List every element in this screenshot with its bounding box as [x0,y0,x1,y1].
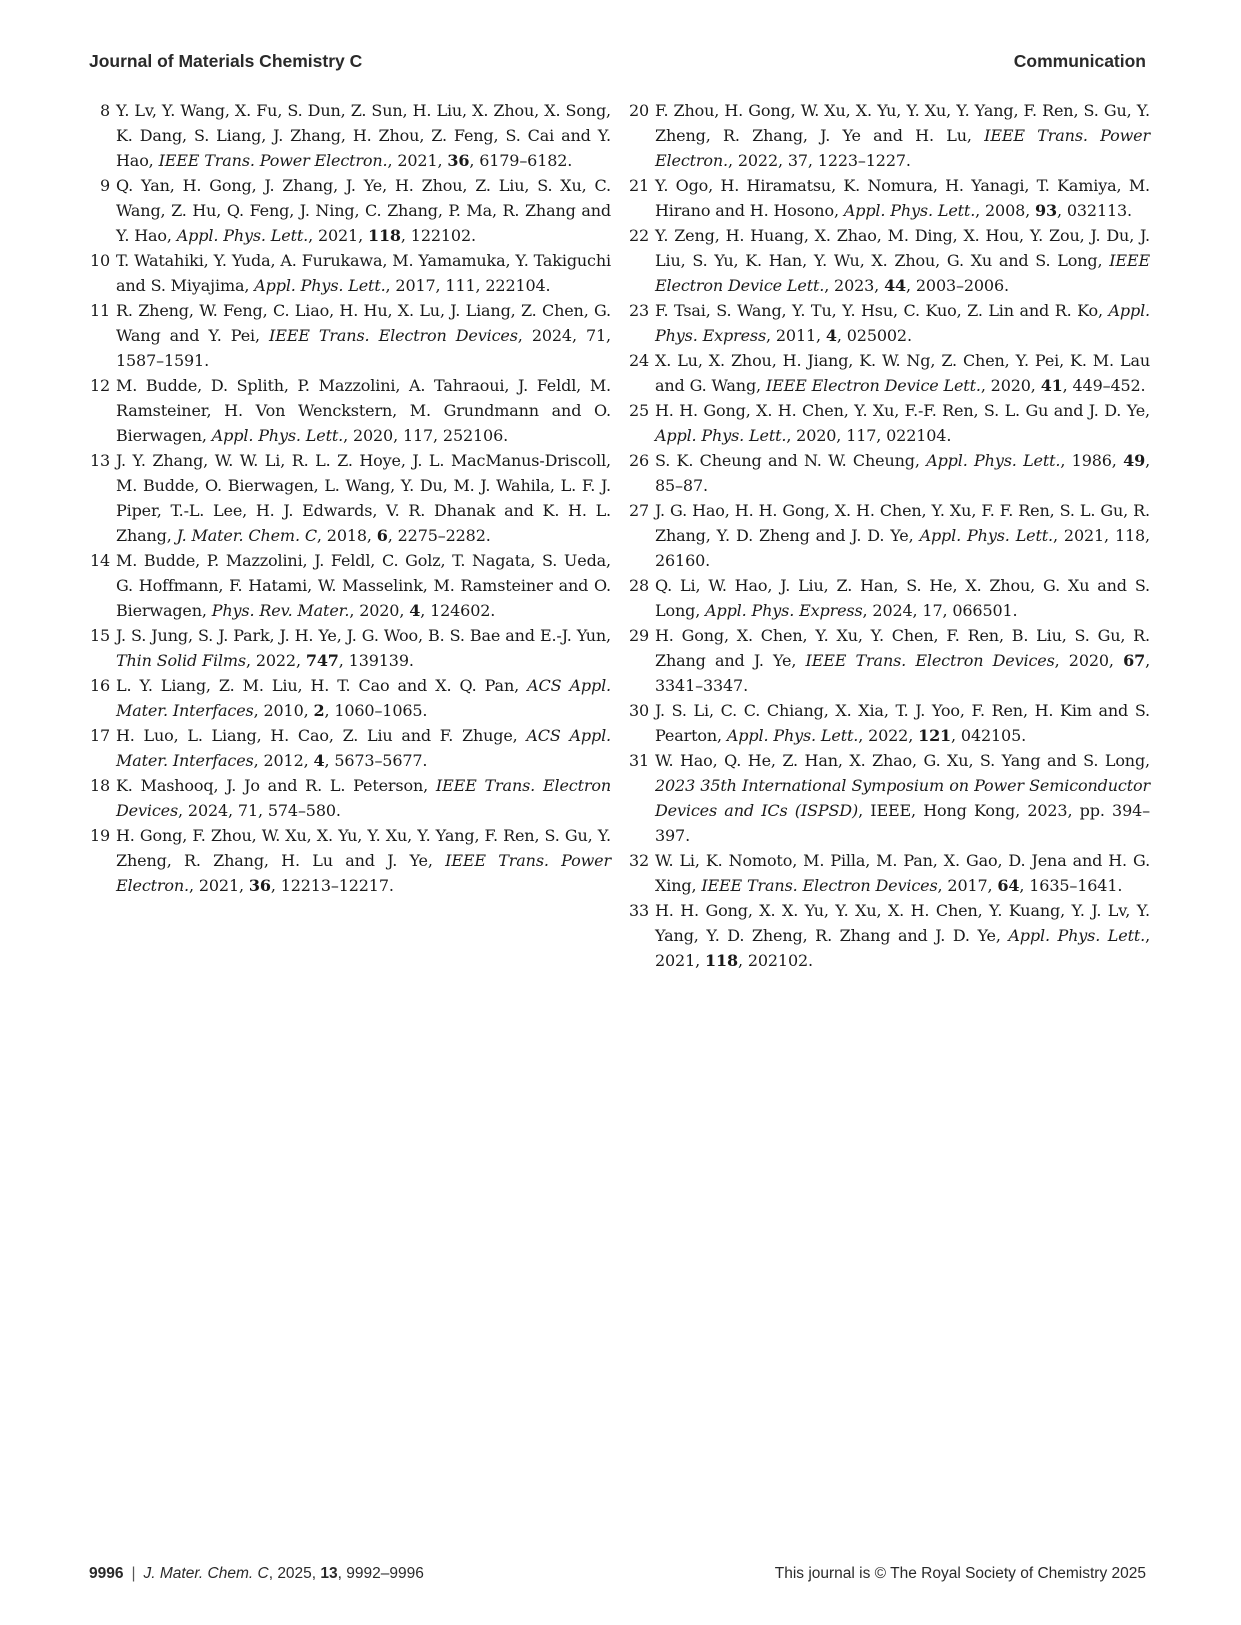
reference-volume: 41 [1040,376,1063,395]
reference-authors: H. H. Gong, X. X. Yu, Y. Xu, X. H. Chen, Y. Kuang, Y. J. Lv, Y. Yang, Y. D. Zheng, R. Zhang and J. D. Ye, [655,901,1150,945]
reference-authors: M. Budde, D. Splith, P. Mazzolini, A. Tahraoui, J. Feldl, M. Ramsteiner, H. Von Wenckstern, M. Grundmann and O. Bierwagen, [116,376,611,445]
reference-year: , 2020, [1054,651,1124,670]
reference-number: 26 [628,451,649,470]
reference-volume: 747 [305,651,339,670]
reference-journal: Appl. Phys. Lett. [1008,926,1146,945]
reference-volume: 6 [376,526,388,545]
reference-authors: F. Tsai, S. Wang, Y. Tu, Y. Hsu, C. Kuo, Z. Lin and R. Ko, [655,301,1109,320]
reference-year: , 2021, [387,151,448,170]
reference-journal: IEEE Trans. Electron Devices [116,776,611,820]
reference-journal: Appl. Phys. Lett. [176,226,309,245]
reference-year: , 2024, [862,601,923,620]
reference-item [89,623,611,673]
reference-authors: L. Y. Liang, Z. M. Liu, H. T. Cao and X. Q. Pan, [116,676,528,695]
reference-year: , 2023, [824,276,885,295]
reference-journal: Appl. Phys. Lett. [919,526,1053,545]
reference-number: 27 [628,501,649,520]
reference-year: , 2021, [308,226,368,245]
reference-number: 8 [99,101,110,120]
reference-year: , 2022, [727,151,788,170]
reference-pages: 117, 022104. [846,426,952,445]
reference-pages: , 042105. [951,726,1027,745]
reference-journal: 2023 35th International Symposium on Power Semiconductor Devices and ICs (ISPSD) [655,776,1150,820]
reference-authors: Q. Yan, H. Gong, J. Zhang, J. Ye, H. Zhou, Z. Liu, S. Xu, C. Wang, Z. Hu, Q. Feng, J. Ning, C. Zhang, P. Ma, R. Zhang and Y. Hao, [116,176,611,245]
footer-journal: J. Mater. Chem. C [143,1565,269,1582]
reference-authors: H. H. Gong, X. H. Chen, Y. Xu, F.-F. Ren, S. L. Gu and J. D. Ye, [655,401,1150,420]
reference-number: 30 [628,701,649,720]
reference-journal: Appl. Phys. Lett. [211,426,344,445]
reference-number: 23 [628,301,649,320]
reference-item [628,498,1150,573]
reference-year: , 2024, [517,326,586,345]
reference-column-right [628,98,1150,973]
reference-pages: 71, 574–580. [237,801,341,820]
reference-number: 20 [628,101,649,120]
reference-journal: IEEE Electron Device Lett. [655,251,1150,295]
reference-year: , 2010, [253,701,314,720]
reference-pages: , 85–87. [655,451,1150,495]
reference-pages: , 2003–2006. [906,276,1009,295]
reference-year: , IEEE, Hong Kong, 2023, pp. 394–397. [655,801,1150,845]
reference-pages: , 449–452. [1062,376,1146,395]
reference-authors: T. Watahiki, Y. Yuda, A. Furukawa, M. Yamamuka, Y. Takiguchi and S. Miyajima, [116,251,611,295]
reference-journal: Appl. Phys. Lett. [726,726,859,745]
reference-authors: H. Gong, F. Zhou, W. Xu, X. Yu, Y. Xu, Y. Yang, F. Ren, S. Gu, Y. Zheng, R. Zhang, H. Lu and J. Ye, [116,826,611,870]
reference-item [628,398,1150,448]
article-type: Communication [1013,51,1146,71]
reference-number: 18 [89,776,110,795]
reference-number: 21 [628,176,649,195]
reference-number: 9 [99,176,110,195]
reference-pages: 71, 1587–1591. [116,326,611,370]
reference-year: , 2012, [253,751,314,770]
reference-pages: , 202102. [737,951,813,970]
reference-year: , 2021, [655,926,1151,970]
copyright-notice: This journal is © The Royal Society of Chemistry 2025 [774,1565,1146,1582]
reference-item [89,98,611,173]
reference-journal: ACS Appl. Mater. Interfaces [116,676,611,720]
footer-citation [89,1565,424,1583]
reference-year: , 2008, [975,201,1036,220]
reference-year: , 2017, [937,876,998,895]
reference-item [628,898,1150,973]
reference-item [89,773,611,823]
reference-pages: , 1060–1065. [324,701,428,720]
reference-journal: Appl. Phys. Express [655,301,1150,345]
reference-pages: , 3341–3347. [655,651,1150,695]
reference-number: 17 [89,726,110,745]
reference-pages: , 032113. [1056,201,1132,220]
reference-authors: X. Lu, X. Zhou, H. Jiang, K. W. Ng, Z. Chen, Y. Pei, K. M. Lau and G. Wang, [655,351,1150,395]
reference-authors: J. Y. Zhang, W. W. Li, R. L. Z. Hoye, J. L. MacManus-Driscoll, M. Budde, O. Bierwagen, L. Wang, Y. Du, M. J. Wahila, L. F. J. Piper, T.-L. Lee, H. J. Edwards, V. R. Dhanak and K. H. L. Zhang, [116,451,611,545]
reference-year: , 2024, [178,801,238,820]
reference-pages: 117, 252106. [402,426,509,445]
reference-volume: 4 [825,326,837,345]
reference-item [628,223,1150,298]
page-number: 9996 [89,1565,124,1582]
reference-year: , 1986, [1060,451,1124,470]
reference-authors: H. Luo, L. Liang, H. Cao, Z. Liu and F. Zhuge, [116,726,527,745]
reference-authors: Q. Li, W. Hao, J. Liu, Z. Han, S. He, X. Zhou, G. Xu and S. Long, [655,576,1150,620]
reference-number: 19 [89,826,110,845]
reference-journal: IEEE Trans. Power Electron. [158,151,388,170]
reference-item [89,823,611,898]
reference-item [628,348,1150,398]
footer-separator: | [131,1565,136,1582]
reference-authors: Y. Ogo, H. Hiramatsu, K. Nomura, H. Yanagi, T. Kamiya, M. Hirano and H. Hosono, [655,176,1150,220]
running-footer [89,1565,1146,1583]
reference-year: , 2020, [980,376,1041,395]
reference-year: , 2020, [349,601,410,620]
reference-number: 25 [628,401,649,420]
reference-pages: , 12213–12217. [270,876,394,895]
reference-journal: Phys. Rev. Mater. [211,601,350,620]
reference-volume: 2 [313,701,325,720]
reference-authors: Y. Lv, Y. Wang, X. Fu, S. Dun, Z. Sun, H. Liu, X. Zhou, X. Song, K. Dang, S. Liang, J. Zhang, H. Zhou, Z. Feng, S. Cai and Y. Hao, [116,101,611,170]
reference-volume: 49 [1123,451,1146,470]
reference-pages: , 139139. [338,651,414,670]
reference-authors: F. Zhou, H. Gong, W. Xu, X. Yu, Y. Xu, Y. Yang, F. Ren, S. Gu, Y. Zheng, R. Zhang, J. Ye and H. Lu, [655,101,1150,145]
reference-number: 16 [89,676,110,695]
reference-journal: IEEE Trans. Electron Devices [701,876,938,895]
reference-number: 32 [628,851,649,870]
reference-volume: 36 [248,876,271,895]
reference-item [628,623,1150,698]
journal-title: Journal of Materials Chemistry C [89,51,363,71]
reference-journal: J. Mater. Chem. C [176,526,317,545]
reference-authors: Y. Zeng, H. Huang, X. Zhao, M. Ding, X. Hou, Y. Zou, J. Du, J. Liu, S. Yu, K. Han, Y. Wu, X. Zhou, G. Xu and S. Long, [655,226,1150,270]
reference-number: 15 [89,626,110,645]
reference-pages: , 6179–6182. [469,151,573,170]
reference-pages: 111, 222104. [445,276,551,295]
reference-item [628,173,1150,223]
reference-year: , 2021, [1052,526,1115,545]
reference-item [628,448,1150,498]
reference-authors: J. G. Hao, H. H. Gong, X. H. Chen, Y. Xu, F. F. Ren, S. L. Gu, R. Zhang, Y. D. Zheng and J. D. Ye, [655,501,1150,545]
reference-journal: IEEE Trans. Electron Devices [805,651,1055,670]
reference-year: , 2022, [858,726,919,745]
reference-journal: Appl. Phys. Lett. [926,451,1061,470]
reference-volume: 64 [997,876,1020,895]
reference-authors: J. S. Jung, S. J. Park, J. H. Ye, J. G. Woo, B. S. Bae and E.-J. Yun, [116,626,611,645]
reference-year: , 2020, [343,426,403,445]
reference-journal: IEEE Trans. Power Electron. [655,126,1150,170]
reference-pages: , 1635–1641. [1019,876,1123,895]
reference-item [89,373,611,448]
reference-item [89,723,611,773]
reference-journal: Appl. Phys. Lett. [254,276,386,295]
reference-item [89,448,611,548]
reference-pages: 37, 1223–1227. [787,151,911,170]
reference-year: , 2018, [316,526,377,545]
reference-number: 29 [628,626,649,645]
reference-journal: IEEE Electron Device Lett. [765,376,981,395]
reference-pages: 118, 26160. [655,526,1150,570]
reference-number: 13 [89,451,110,470]
reference-item [628,748,1150,848]
reference-journal: IEEE Trans. Electron Devices [269,326,518,345]
reference-column-left [89,98,611,898]
reference-journal: IEEE Trans. Power Electron. [116,851,611,895]
reference-item [628,98,1150,173]
reference-pages: , 122102. [400,226,476,245]
running-header [89,51,1146,72]
reference-volume: 93 [1035,201,1057,220]
reference-journal: ACS Appl. Mater. Interfaces [116,726,611,770]
reference-authors: K. Mashooq, J. Jo and R. L. Peterson, [116,776,436,795]
reference-volume: 36 [447,151,470,170]
reference-volume: 4 [409,601,421,620]
reference-number: 28 [628,576,649,595]
reference-number: 24 [628,351,649,370]
reference-number: 10 [89,251,110,270]
reference-year: , 2017, [385,276,446,295]
footer-volume: 13 [320,1565,338,1582]
reference-pages: , 025002. [836,326,912,345]
reference-authors: J. S. Li, C. C. Chiang, X. Xia, T. J. Yoo, F. Ren, H. Kim and S. Pearton, [655,701,1150,745]
reference-journal: Appl. Phys. Lett. [655,426,787,445]
reference-volume: 44 [884,276,907,295]
reference-number: 22 [628,226,649,245]
reference-year: , 2021, [188,876,249,895]
reference-authors: W. Hao, Q. He, Z. Han, X. Zhao, G. Xu, S. Yang and S. Long, [655,751,1150,770]
reference-number: 31 [628,751,649,770]
reference-number: 14 [89,551,110,570]
reference-authors: H. Gong, X. Chen, Y. Xu, Y. Chen, F. Ren, B. Liu, S. Gu, R. Zhang and J. Ye, [655,626,1150,670]
reference-year: , 2020, [786,426,847,445]
reference-item [628,848,1150,898]
reference-pages: , 5673–5677. [324,751,428,770]
reference-number: 11 [89,301,110,320]
reference-item [628,573,1150,623]
reference-journal: Appl. Phys. Express [705,601,863,620]
reference-item [89,673,611,723]
reference-item [89,548,611,623]
reference-item [89,298,611,373]
reference-item [628,698,1150,748]
reference-volume: 4 [313,751,325,770]
reference-authors: M. Budde, P. Mazzolini, J. Feldl, C. Golz, T. Nagata, S. Ueda, G. Hoffmann, F. Hatami, W. Masselink, M. Ramsteiner and O. Bierwagen, [116,551,611,620]
reference-journal: Thin Solid Films [116,651,246,670]
reference-number: 33 [628,901,649,920]
reference-authors: S. K. Cheung and N. W. Cheung, [655,451,927,470]
reference-volume: 67 [1123,651,1146,670]
reference-number: 12 [89,376,110,395]
reference-year: , 2022, [245,651,306,670]
reference-journal: Appl. Phys. Lett. [843,201,976,220]
reference-authors: R. Zheng, W. Feng, C. Liao, H. Hu, X. Lu, J. Liang, Z. Chen, G. Wang and Y. Pei, [116,301,611,345]
footer-pages: , 9992–9996 [337,1565,424,1582]
reference-pages: , 2275–2282. [387,526,491,545]
reference-item [89,248,611,298]
reference-item [628,298,1150,348]
reference-pages: 17, 066501. [922,601,1018,620]
reference-authors: W. Li, K. Nomoto, M. Pilla, M. Pan, X. Gao, D. Jena and H. G. Xing, [655,851,1150,895]
reference-volume: 121 [918,726,952,745]
reference-pages: , 124602. [420,601,496,620]
reference-volume: 118 [367,226,401,245]
reference-volume: 118 [705,951,738,970]
reference-item [89,173,611,248]
footer-year: , 2025, [268,1565,321,1582]
reference-year: , 2011, [766,326,826,345]
